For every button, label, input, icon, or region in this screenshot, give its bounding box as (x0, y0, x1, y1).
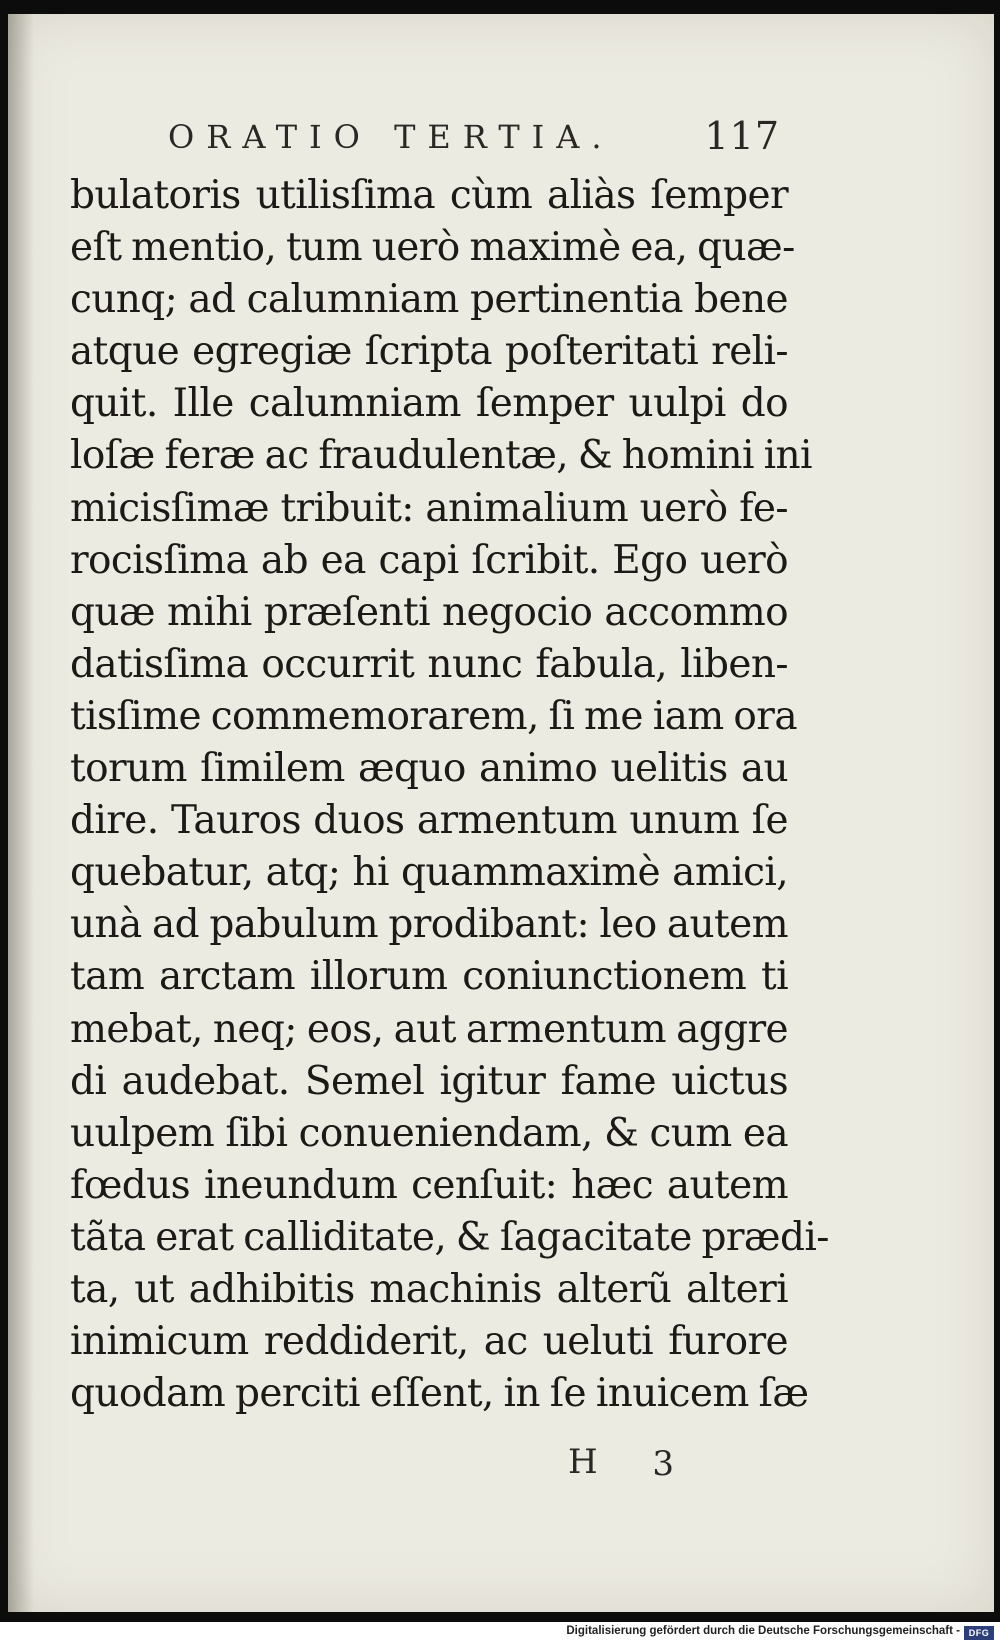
signature-letter: H (568, 1442, 598, 1482)
text-line: quit. Ille calumniam ſemper uulpi do (70, 381, 788, 427)
text-line: quebatur, atq; hi quammaximè amici, (70, 850, 788, 896)
text-line: ta, ut adhibitis machinis alterũ alteri (70, 1266, 788, 1312)
text-line: torum ſimilem æquo animo uelitis au (70, 746, 788, 792)
text-line: dire. Tauros duos armentum unum ſe (70, 798, 788, 844)
funding-credit: Digitalisierung gefördert durch die Deutsche Forschungsgemeinschaft - (566, 1625, 960, 1637)
text-line: tam arctam illorum coniunctionem ti (70, 954, 788, 1000)
text-line: quæ mihi præſenti negocio accommo (70, 589, 788, 635)
text-line: di audebat. Semel igitur fame uictus (70, 1058, 788, 1104)
text-line: datisſima occurrit nunc fabula, liben- (70, 641, 788, 687)
footer-bar (0, 1622, 1000, 1644)
gutter-shadow (8, 14, 34, 1612)
text-line: rocisſima ab ea capi ſcribit. Ego uerò (70, 537, 788, 583)
text-line: inimicum reddiderit, ac ueluti furore (70, 1319, 788, 1365)
text-line: cunq; ad calumniam pertinentia bene (70, 277, 788, 323)
text-line: quodam perciti eſſent, in ſe inuicem ſæ (70, 1371, 809, 1417)
text-line: tisſime commemorarem, ſi me iam ora (70, 693, 797, 739)
running-head (168, 114, 780, 162)
text-line: atque egregiæ ſcripta poſteritati reli- (70, 329, 788, 375)
text-line: uulpem ſibi conueniendam, & cum ea (70, 1110, 788, 1156)
page-number: 117 (704, 114, 780, 158)
text-line: micisſimæ tribuit: animalium uerò fe- (70, 485, 788, 531)
dfg-logo: DFG (964, 1626, 994, 1640)
body-text (70, 170, 829, 1420)
text-line: eſt mentio, tum uerò maximè ea, quæ- (70, 225, 795, 271)
text-line: mebat, neq; eos, aut armentum aggre (70, 1006, 788, 1052)
signature-number: 3 (652, 1444, 674, 1484)
text-line: bulatoris utilisſima cùm aliàs ſemper (70, 173, 788, 218)
text-line: tãta erat calliditate, & ſagacitate prædi- (70, 1214, 829, 1260)
book-page (8, 14, 994, 1612)
signature-mark-line (568, 1442, 708, 1492)
text-line: unà ad pabulum prodibant: leo autem (70, 902, 788, 948)
text-line: loſæ feræ ac fraudulentæ, & homini ini (70, 433, 812, 479)
text-line: fœdus ineundum cenſuit: hæc autem (70, 1162, 788, 1208)
running-title: ORATIO TERTIA. (168, 118, 614, 156)
